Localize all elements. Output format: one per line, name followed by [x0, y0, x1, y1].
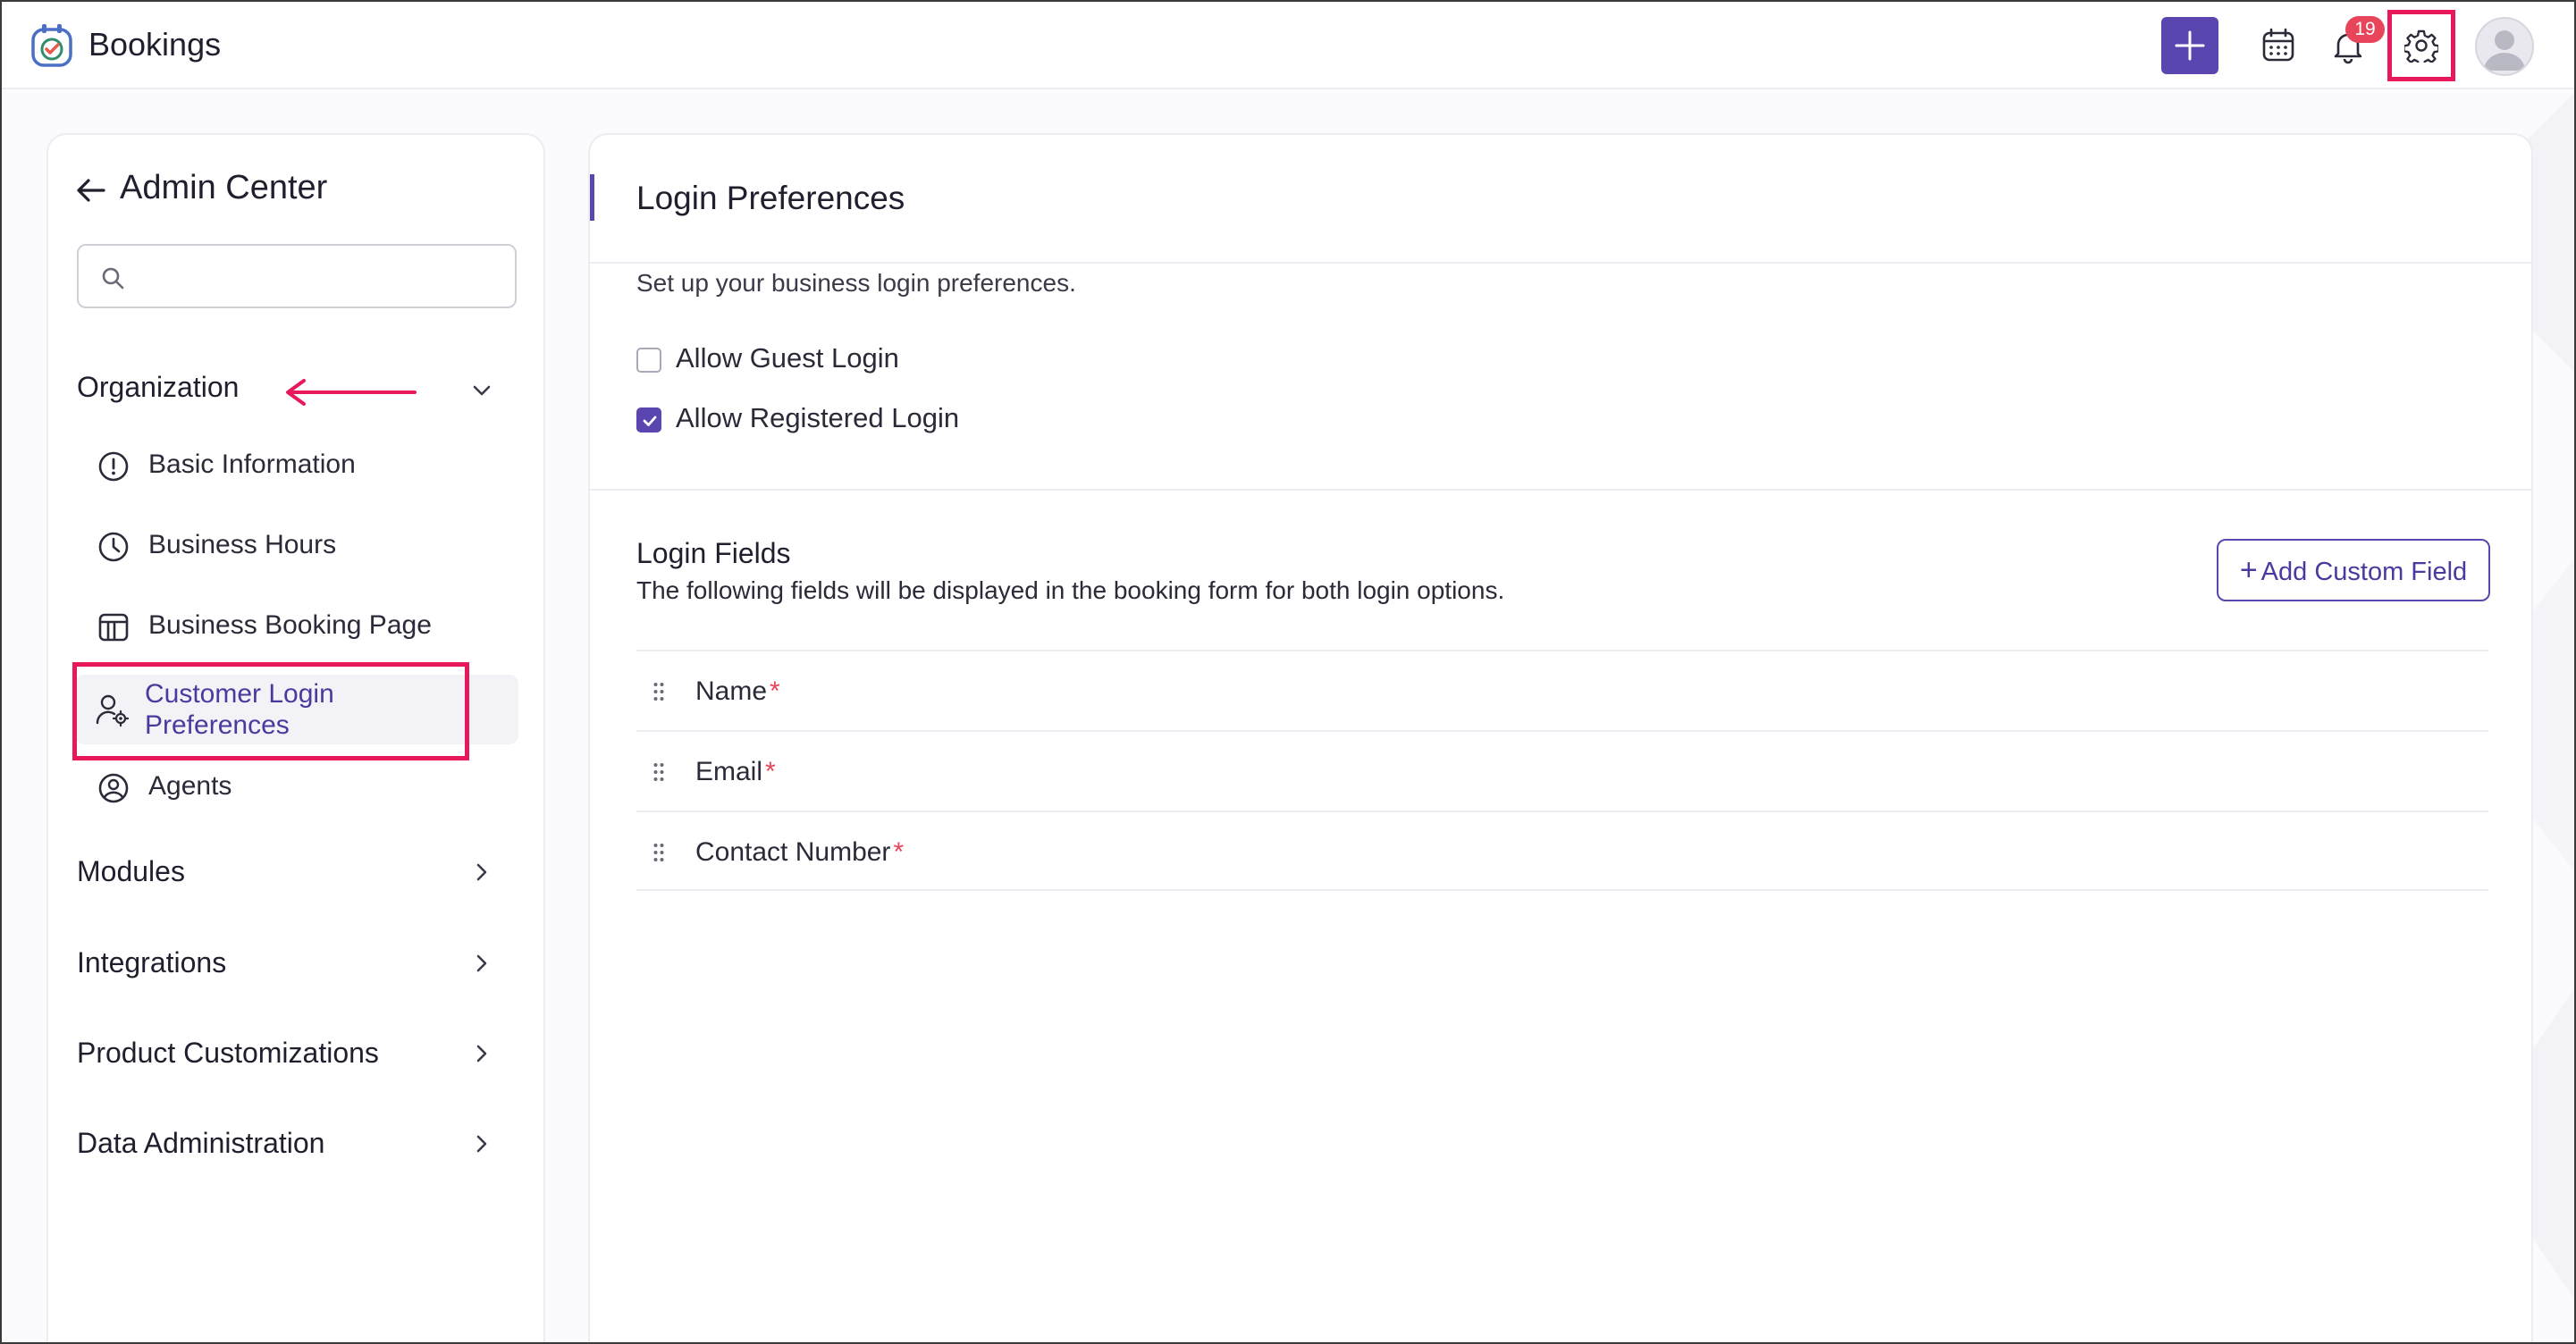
field-name	[695, 837, 904, 868]
login-field-row[interactable]	[636, 811, 2488, 891]
field-label: Name	[695, 676, 768, 706]
required-asterisk: *	[893, 837, 905, 867]
add-custom-field-label: Add Custom Field	[2260, 557, 2468, 586]
field-label: Contact Number	[695, 837, 891, 867]
clock-icon	[97, 530, 130, 564]
login-field-row[interactable]	[636, 650, 2488, 730]
plus-icon	[2174, 29, 2206, 62]
admin-sidebar	[46, 133, 545, 1344]
sidebar-item-label: Business Hours	[148, 530, 337, 559]
top-bar	[2, 2, 2574, 89]
allow-guest-login-checkbox[interactable]	[636, 348, 661, 373]
checkbox-label: Allow Guest Login	[676, 342, 899, 374]
admin-center-title: Admin Center	[120, 169, 328, 206]
chevron-right-icon[interactable]	[470, 1132, 493, 1155]
checkbox-label: Allow Registered Login	[676, 402, 960, 433]
login-fields-title: Login Fields	[636, 537, 791, 569]
chevron-right-icon[interactable]	[470, 1042, 493, 1065]
sidebar-item-basic-information[interactable]	[77, 435, 518, 498]
field-name	[695, 757, 776, 787]
required-asterisk: *	[770, 676, 780, 706]
section-organization[interactable]: Organization	[77, 371, 240, 403]
calendar-icon[interactable]	[2259, 26, 2298, 65]
section-data-administration[interactable]: Data Administration	[77, 1127, 325, 1159]
sidebar-item-label-line1: Customer Login	[145, 679, 334, 709]
chevron-down-icon[interactable]	[470, 382, 493, 399]
sidebar-item-label-line2: Preferences	[145, 710, 290, 740]
section-modules[interactable]: Modules	[77, 855, 185, 887]
settings-button[interactable]	[2387, 10, 2455, 81]
drag-handle-icon[interactable]	[652, 762, 665, 782]
plus-icon: +	[2239, 552, 2258, 587]
search-icon	[100, 265, 125, 290]
header-divider	[590, 262, 2531, 264]
page-title: Login Preferences	[636, 180, 905, 216]
app-title: Bookings	[88, 26, 222, 63]
info-circle-icon	[97, 449, 130, 483]
chevron-right-icon[interactable]	[470, 952, 493, 975]
sidebar-item-business-hours[interactable]	[77, 516, 518, 578]
arrow-left-icon[interactable]	[75, 176, 107, 205]
main-panel	[588, 133, 2533, 1344]
sidebar-search-input[interactable]	[77, 244, 517, 308]
sidebar-item-label: Agents	[148, 771, 232, 801]
section-integrations[interactable]: Integrations	[77, 946, 227, 979]
allow-registered-login-checkbox[interactable]	[636, 407, 661, 433]
field-label: Email	[695, 757, 763, 786]
sidebar-item-agents[interactable]	[77, 757, 518, 819]
user-circle-icon	[97, 771, 130, 805]
checkmark-icon	[641, 412, 659, 430]
sidebar-item-business-booking-page[interactable]	[77, 596, 518, 659]
layout-icon	[97, 610, 130, 644]
bookings-logo-icon[interactable]	[29, 21, 75, 70]
notification-count-badge: 19	[2345, 16, 2385, 43]
sidebar-item-label: Basic Information	[148, 449, 356, 479]
sidebar-item-label: Business Booking Page	[148, 610, 432, 640]
highlight-box	[72, 662, 469, 760]
section-divider	[590, 489, 2531, 491]
drag-handle-icon[interactable]	[652, 682, 665, 701]
title-accent-bar	[590, 174, 594, 221]
section-product-customizations[interactable]: Product Customizations	[77, 1037, 379, 1069]
drag-handle-icon[interactable]	[652, 843, 665, 862]
chevron-right-icon[interactable]	[470, 861, 493, 884]
login-fields-description: The following fields will be displayed in the booking form for both login options.	[636, 576, 1505, 604]
user-avatar[interactable]	[2475, 17, 2534, 76]
annotation-arrow-left	[282, 378, 418, 407]
gear-icon	[2404, 29, 2438, 63]
field-name	[695, 676, 780, 707]
create-new-button[interactable]	[2161, 17, 2218, 74]
login-field-row[interactable]	[636, 730, 2488, 811]
user-avatar-icon	[2477, 19, 2532, 74]
add-custom-field-button[interactable]	[2217, 539, 2490, 601]
required-asterisk: *	[765, 757, 776, 786]
page-subtitle: Set up your business login preferences.	[636, 269, 1076, 297]
